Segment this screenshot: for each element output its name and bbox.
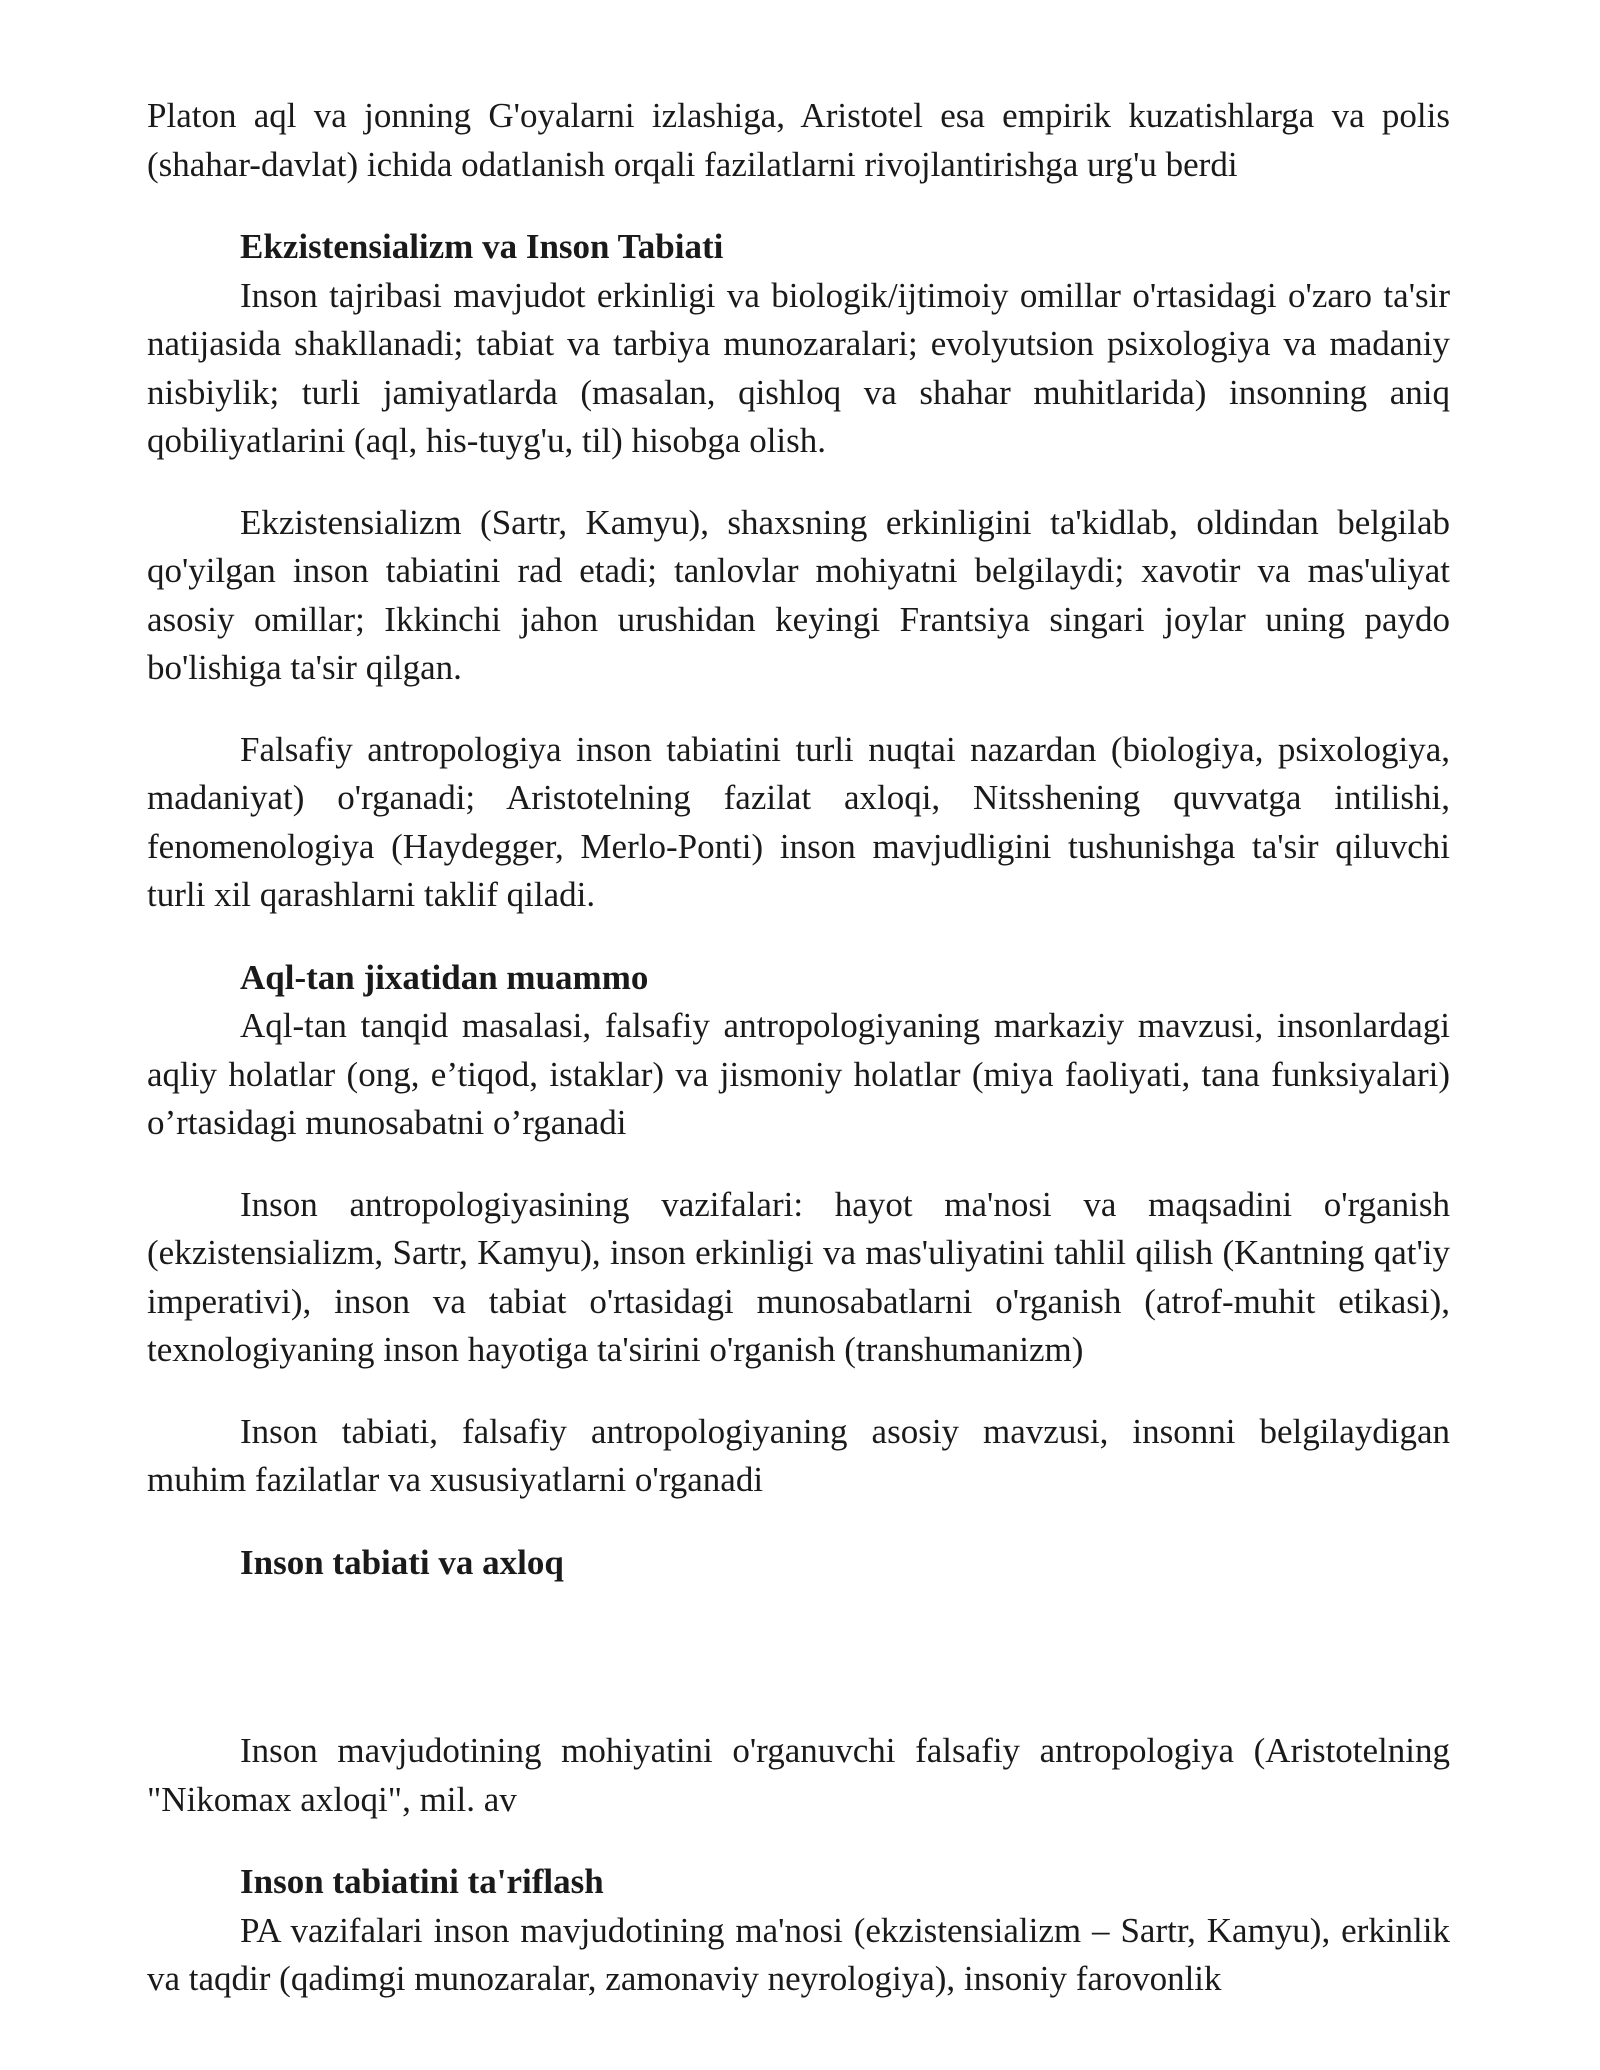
- spacer: [147, 1587, 1450, 1727]
- spacer: [147, 1375, 1450, 1408]
- paragraph-inson-mavjudoti: Inson mavjudotining mohiyatini o'rganuvchi falsafiy antropologiya (Aristotelning "Nikomax axloqi", mil. av: [147, 1731, 1450, 1819]
- paragraph-ekzistensializm-sartr: Ekzistensializm (Sartr, Kamyu), shaxsning erkinligini ta'kidlab, oldindan belgilab qo'yilgan inson tabiatini rad etadi; tanlovlar mohiyatni belgilaydi; xavotir va mas'uliyat asosiy omillar; Ikkinchi jahon urushidan keyingi Frantsiya singari joylar uning paydo bo'lishiga ta'sir qilgan.: [147, 502, 1450, 687]
- spacer: [147, 1148, 1450, 1181]
- spacer: [147, 466, 1450, 499]
- paragraph-antropologiya-vazifalari: Inson antropologiyasining vazifalari: hayot ma'nosi va maqsadini o'rganish (ekzistensializm, Sartr, Kamyu), inson erkinligi va mas'uliyatini tahlil qilish (Kantning qat'iy imperativi), inson va tabiat o'rtasidagi munosabatlarni o'rganish (atrof-muhit etikasi), texnologiyaning inson hayotiga ta'sirini o'rganish (transhumanizm): [147, 1184, 1450, 1369]
- paragraph-platon-aristotel: Platon aql va jonning G'oyalarni izlashiga, Aristotel esa empirik kuzatishlarga va polis (shahar-davlat) ichida odatlanish orqali fazilatlarni rivojlantirishga urg'u berdi: [147, 96, 1450, 184]
- paragraph-inson-tabiati: Inson tabiati, falsafiy antropologiyaning asosiy mavzusi, insonni belgilaydigan muhim fazilatlar va xususiyatlarni o'rganadi: [147, 1411, 1450, 1499]
- paragraph-aql-tan-tanqid: Aql-tan tanqid masalasi, falsafiy antropologiyaning markaziy mavzusi, insonlardagi aqliy holatlar (ong, e’tiqod, istaklar) va jismoniy holatlar (miya faoliyati, tana funksiyalari) o’rtasidagi munosabatni o’rganadi: [147, 1006, 1450, 1142]
- paragraph-inson-tajribasi: Inson tajribasi mavjudot erkinligi va biologik/ijtimoiy omillar o'rtasidagi o'zaro ta'sir natijasida shakllanadi; tabiat va tarbiya munozaralari; evolyutsion psixologiya va madaniy nisbiylik; turli jamiyatlarda (masalan, qishloq va shahar muhitlarida) insonning aniq qobiliyatlarini (aql, his-tuyg'u, til) hisobga olish.: [147, 275, 1450, 460]
- paragraph-pa-vazifalari: PA vazifalari inson mavjudotining ma'nosi (ekzistensializm – Sartr, Kamyu), erkinlik va taqdir (qadimgi munozaralar, zamonaviy neyrologiya), insoniy farovonlik: [147, 1910, 1450, 1998]
- paragraph-falsafiy-antropologiya: Falsafiy antropologiya inson tabiatini turli nuqtai nazardan (biologiya, psixologiya, madaniyat) o'rganadi; Aristotelning fazilat axloqi, Nitsshening quvvatga intilishi, fenomenologiya (Haydegger, Merlo-Ponti) inson mavjudligini tushunishga ta'sir qiluvchi turli xil qarashlarni taklif qiladi.: [147, 729, 1450, 914]
- heading-aql-tan: Aql-tan jixatidan muammo: [240, 957, 649, 997]
- heading-inson-tabiati-axloq: Inson tabiati va axloq: [240, 1542, 564, 1582]
- heading-inson-tabiatini-tariflash: Inson tabiatini ta'riflash: [240, 1862, 604, 1901]
- document-page: [147, 92, 1450, 2004]
- spacer: [147, 693, 1450, 726]
- spacer: [147, 1824, 1450, 1858]
- spacer: [147, 1505, 1450, 1539]
- heading-ekzistensializm: Ekzistensializm va Inson Tabiati: [240, 227, 724, 266]
- spacer: [147, 189, 1450, 223]
- spacer: [147, 920, 1450, 954]
